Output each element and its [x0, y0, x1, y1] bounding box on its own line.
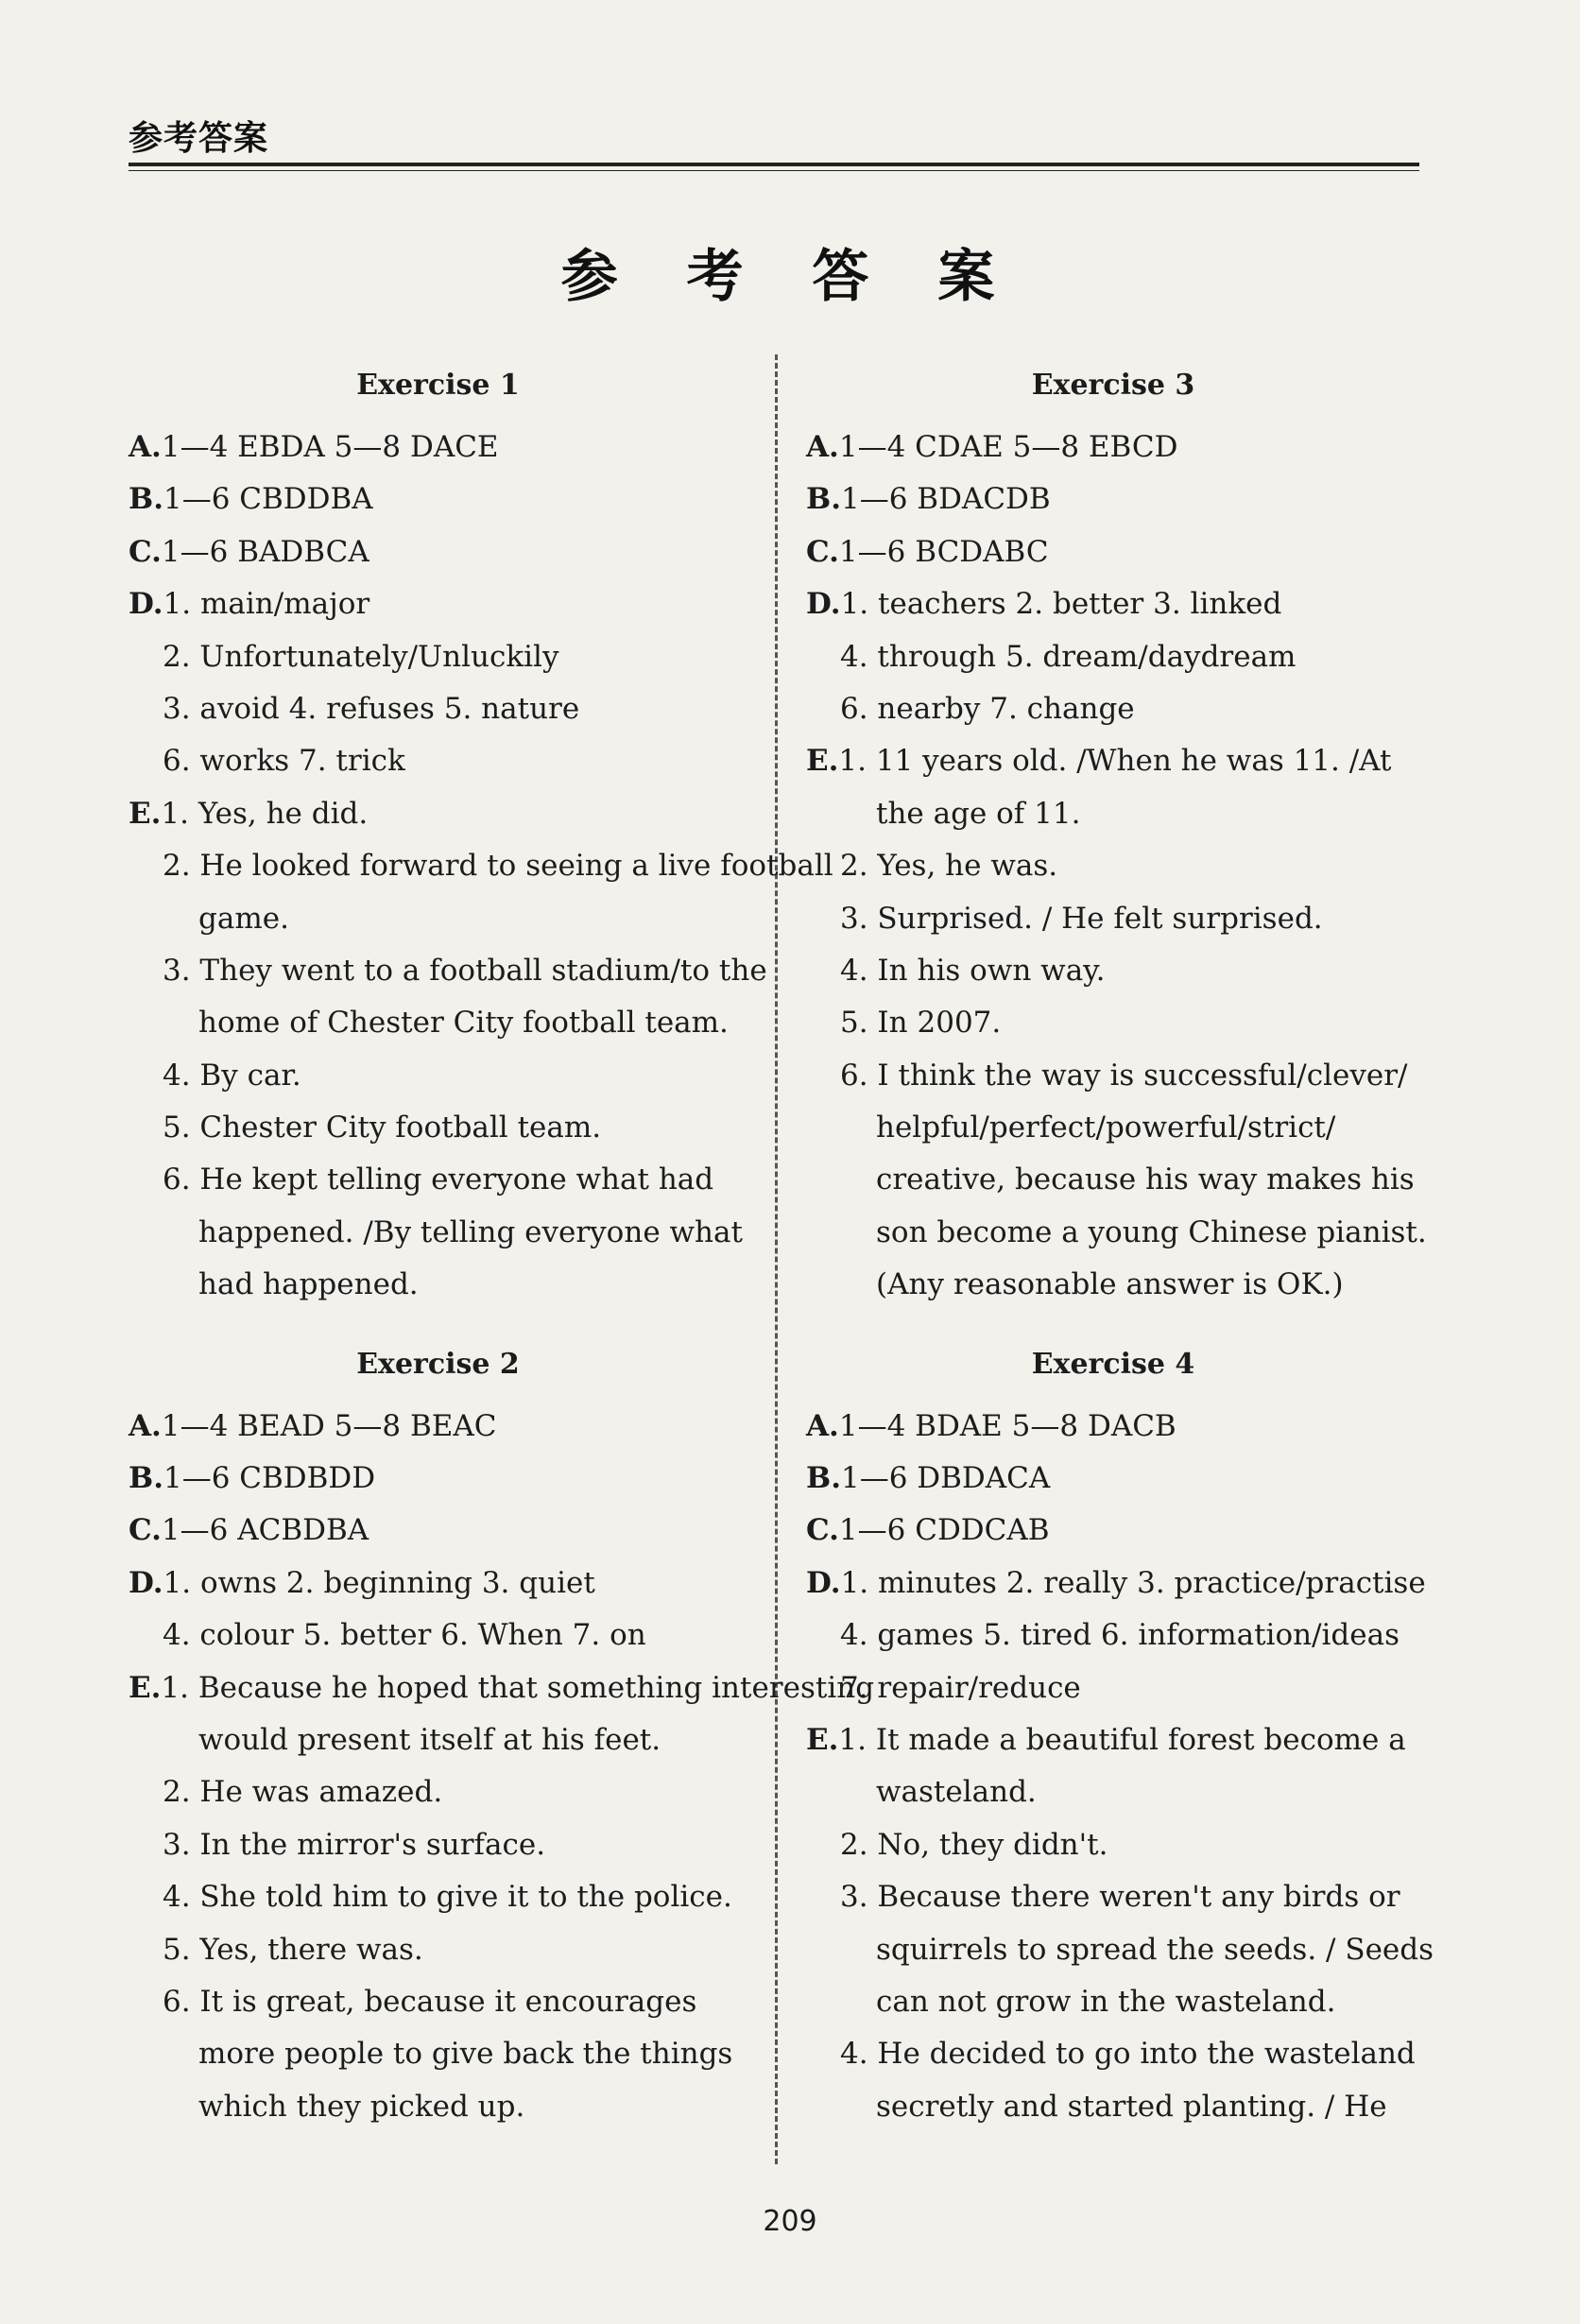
answer-line: 2. No, they didn't. — [840, 1827, 1108, 1862]
answer-line: 4. He decided to go into the wasteland — [840, 2037, 1416, 2072]
answer-line: 4. In his own way. — [840, 953, 1106, 988]
answer-line: would present itself at his feet. — [198, 1722, 661, 1757]
answer-line: 3. They went to a football stadium/to the — [163, 953, 767, 988]
answer-line: 4. By car. — [163, 1058, 301, 1093]
page-title: 参 考 答 案 — [560, 244, 1020, 310]
answer-line: B.1—6 BDACDB — [806, 482, 1051, 517]
answer-line: E.1. Because he hoped that something interesting — [129, 1670, 875, 1705]
answer-line: happened. /By telling everyone what — [198, 1214, 743, 1249]
answer-line: 6. nearby 7. change — [840, 691, 1135, 726]
answer-line: had happened. — [198, 1267, 419, 1302]
answer-line: wasteland. — [876, 1775, 1037, 1810]
answer-line: A.1—4 BDAE 5—8 DACB — [806, 1408, 1176, 1443]
answer-line: 6. I think the way is successful/clever/ — [840, 1058, 1408, 1093]
answer-line: D.1. main/major — [129, 587, 370, 622]
answer-line: 5. Chester City football team. — [163, 1110, 602, 1145]
answer-line: 3. Surprised. / He felt surprised. — [840, 901, 1323, 936]
answer-line: squirrels to spread the seeds. / Seeds — [876, 1932, 1434, 1967]
running-header: 参考答案 — [129, 119, 269, 158]
answer-line: 4. She told him to give it to the police. — [163, 1880, 732, 1915]
answer-line: which they picked up. — [198, 2089, 525, 2124]
answer-line: home of Chester City football team. — [198, 1006, 729, 1041]
answer-line: 2. He looked forward to seeing a live football — [163, 849, 833, 884]
column-divider — [775, 354, 778, 2164]
answer-line: D.1. teachers 2. better 3. linked — [806, 587, 1282, 622]
answer-line: A.1—4 CDAE 5—8 EBCD — [806, 430, 1178, 464]
answer-line: 3. In the mirror's surface. — [163, 1827, 546, 1862]
page-number: 209 — [763, 2205, 817, 2238]
answer-line: E.1. Yes, he did. — [129, 796, 369, 831]
right-column — [806, 359, 1434, 2133]
exercise-1-title: Exercise 1 — [356, 369, 520, 402]
answer-line: more people to give back the things — [198, 2037, 733, 2072]
answer-line: 6. works 7. trick — [163, 744, 405, 779]
answer-line: B.1—6 DBDACA — [806, 1461, 1051, 1496]
answer-line: D.1. minutes 2. really 3. practice/practise — [806, 1565, 1426, 1600]
answer-line: 6. He kept telling everyone what had — [163, 1162, 714, 1197]
answer-line: 3. avoid 4. refuses 5. nature — [163, 691, 580, 726]
answer-line: E.1. 11 years old. /When he was 11. /At — [806, 744, 1392, 779]
header-rule-thin — [129, 170, 1419, 171]
answer-line: 6. It is great, because it encourages — [163, 1984, 697, 2019]
answer-line: C.1—6 ACBDBA — [129, 1513, 369, 1548]
left-column — [129, 359, 875, 2133]
answer-line: E.1. It made a beautiful forest become a — [806, 1722, 1406, 1757]
answer-line: 3. Because there weren't any birds or — [840, 1880, 1400, 1915]
answer-line: game. — [198, 901, 289, 936]
exercise-2-title: Exercise 2 — [356, 1347, 520, 1381]
answer-line: A.1—4 BEAD 5—8 BEAC — [129, 1408, 497, 1443]
answer-line: 4. through 5. dream/daydream — [840, 639, 1297, 674]
answer-line: B.1—6 CBDDBA — [129, 482, 373, 517]
answer-line: A.1—4 EBDA 5—8 DACE — [129, 430, 499, 464]
answer-line: 7. repair/reduce — [840, 1670, 1081, 1705]
answer-line: secretly and started planting. / He — [876, 2089, 1387, 2124]
answer-line: 5. In 2007. — [840, 1006, 1002, 1041]
answer-line: B.1—6 CBDBDD — [129, 1461, 376, 1496]
header-rule-thick — [129, 163, 1419, 166]
answer-line: C.1—6 BCDABC — [806, 534, 1049, 569]
answer-line: C.1—6 BADBCA — [129, 534, 369, 569]
answer-line: the age of 11. — [876, 796, 1081, 831]
answer-line: helpful/perfect/powerful/strict/ — [876, 1110, 1336, 1145]
answer-line: 2. He was amazed. — [163, 1775, 443, 1810]
answer-line: 2. Unfortunately/Unluckily — [163, 639, 559, 674]
answer-line: 4. games 5. tired 6. information/ideas — [840, 1618, 1400, 1653]
answer-line: 4. colour 5. better 6. When 7. on — [163, 1618, 646, 1653]
exercise-4-title: Exercise 4 — [1031, 1347, 1195, 1381]
answer-line: 5. Yes, there was. — [163, 1932, 423, 1967]
exercise-3-title: Exercise 3 — [1031, 369, 1195, 402]
answer-line: 2. Yes, he was. — [840, 849, 1058, 884]
answer-line: C.1—6 CDDCAB — [806, 1513, 1050, 1548]
answer-line: can not grow in the wasteland. — [876, 1984, 1336, 2019]
answer-line: (Any reasonable answer is OK.) — [876, 1267, 1344, 1302]
answer-line: D.1. owns 2. beginning 3. quiet — [129, 1565, 595, 1600]
answer-line: creative, because his way makes his — [876, 1162, 1415, 1197]
answer-line: son become a young Chinese pianist. — [876, 1214, 1427, 1249]
